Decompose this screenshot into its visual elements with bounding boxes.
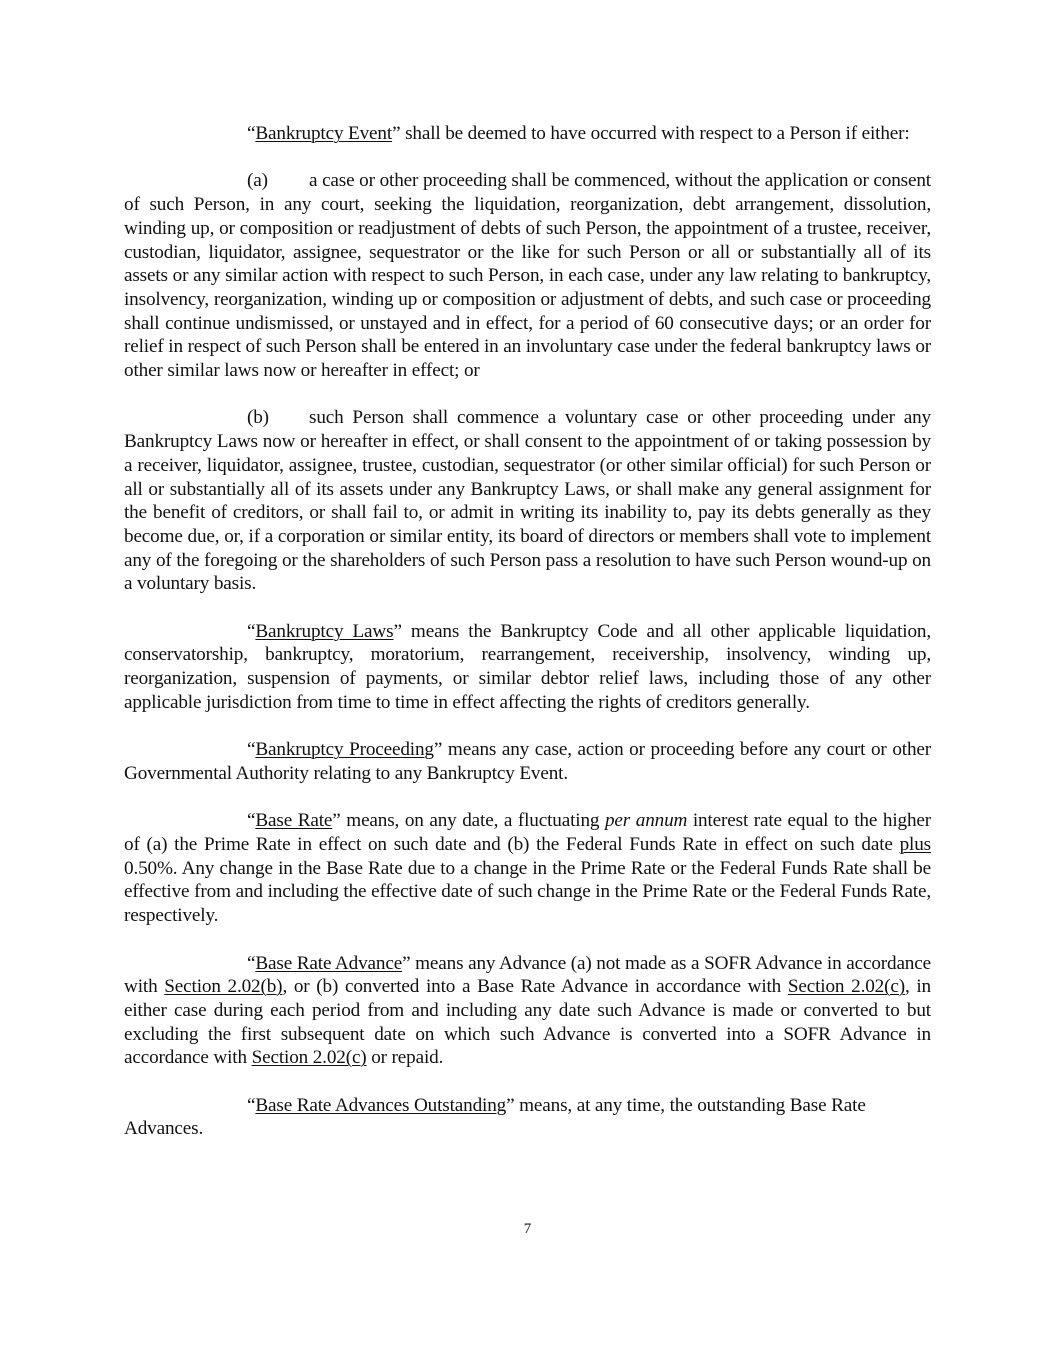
definition-base-rate-advances-outstanding: “Base Rate Advances Outstanding” means, at any time, the outstanding Base Rate Advances. xyxy=(124,1094,866,1140)
defined-term: Bankruptcy Laws xyxy=(255,620,394,642)
underlined-word: plus xyxy=(899,834,931,856)
subclause-a xyxy=(124,169,931,382)
definition-bankruptcy-laws: “Bankruptcy Laws” means the Bankruptcy Code and all other applicable liquidation, conservatorship, bankruptcy, moratorium, rearrangement, receivership, insolvency, winding up, reorganization, suspension of payments, or similar debtor relief laws, including those of any other applicable jurisdiction from time to time in effect affecting the rights of creditors generally. xyxy=(124,620,931,713)
definition-text: means, at any time, the outstanding Base Rate Advances. xyxy=(124,1094,866,1140)
section-cross-reference: Section 2.02(c) xyxy=(251,1047,367,1069)
defined-term: Bankruptcy Proceeding xyxy=(255,739,434,761)
defined-term: Base Rate Advances Outstanding xyxy=(255,1094,507,1116)
document-page xyxy=(124,122,931,1165)
definition-text: means any case, action or proceeding before any court or other Governmental Authority relating to any Bankruptcy Event. xyxy=(124,739,931,784)
defined-term: Base Rate xyxy=(255,810,333,832)
subclause-label: (b) xyxy=(247,407,269,429)
subclause-text: a case or other proceeding shall be commenced, without the application or consent of such Person, in any court, seeking the liquidation, reorganization, debt arrangement, dissolution, winding up, or composition or readjustment of debts of such Person, the appointment of a trustee, receiver, custodian, liquidator, assignee, sequestrator or the like for such Person or all or substantially all of its assets or any similar action with respect to such Person, in each case, under any law relating to bankruptcy, insolvency, reorganization, winding up or composition or adjustment of debts, and such case or proceeding shall continue undismissed, or unstayed and in effect, for a period of 60 consecutive days; or an order for relief in respect of such Person shall be entered in an involuntary case under the federal bankruptcy laws or other similar laws now or hereafter in effect; or xyxy=(124,170,931,382)
section-cross-reference: Section 2.02(b) xyxy=(164,976,283,998)
section-cross-reference: Section 2.02(c) xyxy=(787,976,905,998)
page-number: 7 xyxy=(523,1221,532,1237)
definition-base-rate-advance: “Base Rate Advance” means any Advance (a) not made as a SOFR Advance in accordance with Section 2.02(b), or (b) converted into a Base Rate Advance in accordance with Section 2.02(c), in either case during each period from and including any date such Advance is made or converted to but excluding the first subsequent date on which such Advance is converted into a SOFR Advance in accordance with Section 2.02(c) or repaid. xyxy=(124,952,931,1069)
definition-bankruptcy-event: “Bankruptcy Event” shall be deemed to have occurred with respect to a Person if either: xyxy=(247,123,910,144)
italic-phrase: per annum xyxy=(604,810,688,832)
definition-base-rate: “Base Rate” means, on any date, a fluctuating per annum interest rate equal to the higher of (a) the Prime Rate in effect on such date and (b) the Federal Funds Rate in effect on such date plus 0.50%. Any change in the Base Rate due to a change in the Prime Rate or the Federal Funds Rate shall be effective from and including the effective date of such change in the Prime Rate or the Federal Funds Rate, respectively. xyxy=(124,810,931,927)
defined-term: Bankruptcy Event xyxy=(255,123,393,144)
subclause-label: (a) xyxy=(247,170,268,192)
subclause-text: such Person shall commence a voluntary case or other proceeding under any Bankruptcy Laws now or hereafter in effect, or shall consent to the appointment of or taking possession by a receiver, liquidator, assignee, trustee, custodian, sequestrator (or other similar official) for such Person or all or substantially all of its assets under any Bankruptcy Laws, or shall make any general assignment for the benefit of creditors, or shall fail to, or admit in writing its inability to, pay its debts generally as they become due, or, if a corporation or similar entity, its board of directors or members shall vote to implement any of the foregoing or the shareholders of such Person pass a resolution to have such Person wound-up on a voluntary basis. xyxy=(124,407,931,595)
defined-term: Base Rate Advance xyxy=(255,952,403,974)
definition-bankruptcy-proceeding: “Bankruptcy Proceeding” means any case, action or proceeding before any court or other Governmental Authority relating to any Bankruptcy Event. xyxy=(124,739,931,784)
definition-text: shall be deemed to have occurred with respect to a Person if either: xyxy=(400,123,910,144)
definition-text: means the Bankruptcy Code and all other applicable liquidation, conservatorship, bankruptcy, moratorium, rearrangement, receivership, insolvency, winding up, reorganization, suspension of payments, or similar debtor relief laws, including those of any other applicable jurisdiction from time to time in effect affecting the rights of creditors generally. xyxy=(124,620,931,713)
subclause-b xyxy=(124,406,931,596)
